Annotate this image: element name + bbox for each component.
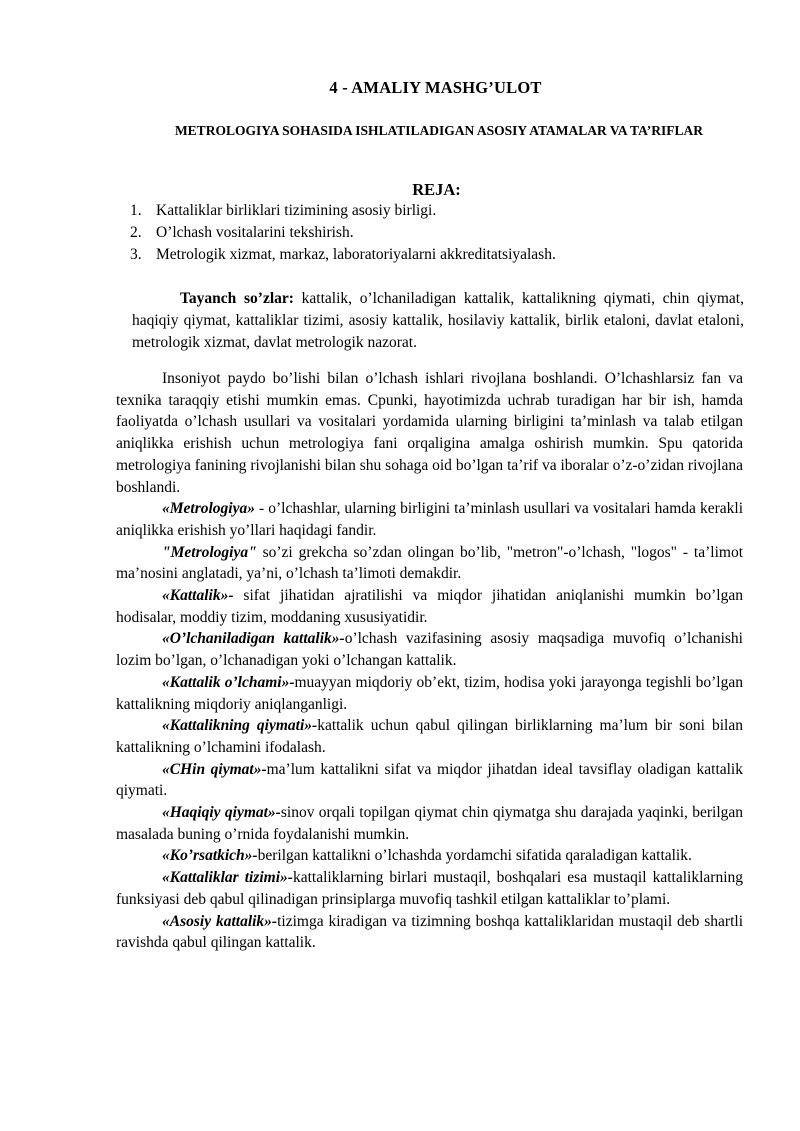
plan-item — [130, 244, 730, 266]
definition-paragraph — [116, 715, 743, 758]
definition-paragraph — [116, 672, 743, 715]
definition-paragraph — [116, 802, 743, 845]
definition-term: «Kattalikning qiymati»- — [162, 717, 318, 735]
definition-text: kattalik uchun qabul qilingan birliklarning ma’lum bir soni bilan kattalikning o’lchamini ifodalash. — [116, 717, 743, 756]
definition-paragraph — [116, 867, 743, 910]
definition-text: sinov orqali topilgan qiymat chin qiymatga shu darajada yaqinki, berilgan masalada buning o’rnida foydalanishi mumkin. — [116, 804, 744, 843]
definition-term: «Haqiqiy qiymat»- — [162, 804, 281, 822]
plan-item — [130, 200, 730, 222]
definition-term: «Kattalik o’lchami»- — [162, 673, 295, 691]
definition-text: o’lchash vazifasining asosiy maqsadiga muvofiq o’lchanishi lozim bo’lgan, o’lchanadigan yoki o’lchangan kattalik. — [116, 630, 743, 670]
definition-paragraph — [116, 585, 743, 628]
definition-paragraph — [116, 759, 743, 802]
definition-term: «Metrologiya» — [162, 500, 255, 518]
body-text — [116, 368, 743, 954]
keywords-text: kattalik, o’lchaniladigan kattalik, kattalikning qiymati, chin qiymat, haqiqiy qiymat, kattaliklar tizimi, asosiy kattalik, hosilaviy kattalik, birlik etaloni, davlat etaloni, metrologik xizmat, davlat metrologik nazorat. — [132, 290, 744, 351]
definition-term: "Metrologiya" — [162, 543, 257, 561]
definition-text: so’zi grekcha so’zdan olingan bo’lib, "metron"-o’lchash, "logos" - ta’limot ma’nosini anglatadi, ya’ni, o’lchash ta’limoti demakdir. — [116, 543, 743, 583]
definition-text: sifat jihatidan ajratilishi va miqdor jihatidan aniqlanishi mumkin bo’lgan hodisalar, moddiy tizim, moddaning xususiyatidir. — [116, 587, 743, 626]
definition-text: muayyan miqdoriy ob’ekt, tizim, hodisa yoki jarayonga tegishli bo’lgan kattalikning miqdoriy aniqlanganligi. — [116, 673, 743, 713]
definition-text: tizimga kiradigan va tizimning boshqa kattaliklaridan mustaqil deb shartli ravishda qabul qilingan kattalik. — [116, 912, 743, 952]
keywords-label: Tayanch so’zlar: — [180, 290, 294, 307]
definition-term: «Ko’rsatkich»- — [162, 847, 258, 865]
definition-paragraph — [116, 845, 743, 867]
keywords-paragraph — [132, 288, 744, 354]
definition-paragraph — [116, 498, 743, 541]
definition-term: «Asosiy kattalik»- — [162, 912, 278, 930]
plan-list — [130, 200, 730, 266]
plan-heading: REJA: — [412, 180, 461, 199]
definition-term: «Kattaliklar tizimi»- — [162, 869, 293, 887]
intro-paragraph: Insoniyot paydo bo’lishi bilan o’lchash ishlari rivojlana boshlandi. O’lchashlarsiz fan va texnika taraqqiy etishi mumkin emas. Cpunki, hayotimizda uchrab turadigan har bir ish, hamda faoliyatda o’lchash usullari va vositalari yordamida ularning birligini ta’minlash va talab etilgan aniqlikka erishish uchun metrologiya fani orqaligina amalga oshirish mumkin. Spu qatorida metrologiya fanining rivojlanishi bilan shu sohaga oid bo’lgan ta’rif va iboralar o’z-o’zidan rivojlana boshlandi. — [116, 370, 743, 496]
plan-item — [130, 222, 730, 244]
plan-item-text: O’lchash vositalarini tekshirish. — [156, 224, 354, 241]
definition-text: ma’lum kattalikni sifat va miqdor jihatdan ideal tavsiflay oladigan kattalik qiymati. — [116, 760, 743, 800]
definition-paragraph — [116, 628, 743, 671]
definition-text: berilgan kattalikni o’lchashda yordamchi sifatida qaraladigan kattalik. — [257, 847, 692, 865]
definition-paragraph — [116, 911, 743, 954]
page-subtitle: METROLOGIYA SOHASIDA ISHLATILADIGAN ASOSIY ATAMALAR VA TA’RIFLAR — [174, 123, 704, 138]
definition-text: kattaliklarning birlari mustaqil, boshqalari esa mustaqil kattaliklarning funksiyasi deb qabul qilinadigan prinsiplarga muvofiq tashkil etilgan kattaliklar to’plami. — [116, 869, 743, 908]
definition-paragraph — [116, 542, 743, 585]
plan-item-text: Kattaliklar birliklari tizimining asosiy birligi. — [156, 202, 437, 219]
plan-item-text: Metrologik xizmat, markaz, laboratoriyalarni akkreditatsiyalash. — [156, 246, 556, 263]
plan-item-number: 3. — [130, 246, 142, 263]
plan-item-number: 2. — [130, 224, 142, 241]
definition-text: - o’lchashlar, ularning birligini ta’minlash usullari va vositalari hamda kerakli aniqlikka erishish yo’llari haqidagi fandir. — [116, 500, 743, 539]
definition-term: «Kattalik»- — [162, 587, 234, 605]
page-title: 4 - AMALIY MASHG’ULOT — [329, 78, 542, 97]
definition-term: «CHin qiymat»- — [162, 760, 267, 778]
definition-term: «O’lchaniladigan kattalik»- — [162, 630, 345, 648]
plan-item-number: 1. — [130, 202, 142, 219]
